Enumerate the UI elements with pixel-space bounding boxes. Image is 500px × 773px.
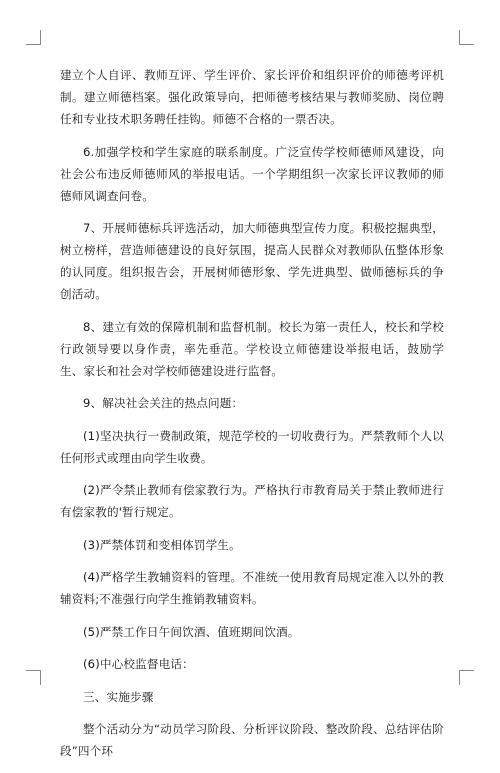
- section-heading: 三、实施步骤: [83, 689, 154, 704]
- crop-mark-bottom-right: [459, 670, 474, 685]
- paragraph-9: (4)严格学生教辅资料的管理。不准统一使用教育局规定准入以外的教辅资料;不准强行向学生推销教辅资料。: [60, 570, 444, 606]
- paragraph-6: (1)坚决执行一费制政策，规范学校的一切收费行为。严禁教师个人以任何形式或理由向学生收费。: [60, 428, 444, 465]
- paragraph-11: (6)中心校监督电话：: [83, 657, 194, 671]
- crop-mark-bottom-left: [26, 670, 41, 685]
- paragraph-4: 8、建立有效的保障机制和监督机制。校长为第一责任人，校长和学校行政领导要以身作责，率先垂范。学校设立师德建设举报电话，鼓励学生、家长和社会对学校师德建设进行监督。: [60, 319, 444, 378]
- paragraph-3: 7、开展师德标兵评选活动，加大师德典型宣传力度。积极挖掘典型，树立榜样，营造师德建设的良好氛围，提高人民群众对教师队伍整体形象的认同度。组织报告会，开展树师德形象、学先进典型、做师德标兵的争创活动。: [60, 221, 444, 301]
- paragraph-1: 建立个人自评、教师互评、学生评价、家长评价和组织评价的师德考评机制。建立师德档案。强化政策导向，把师德考核结果与教师奖励、岗位聘任和专业技术职务聘任挂钩。师德不合格的一票否决。: [60, 68, 444, 126]
- paragraph-7: (2)严令禁止教师有偿家教行为。严格执行市教育局关于禁止教师进行有偿家教的'暂行规定。: [60, 483, 444, 519]
- paragraph-5: 9、解决社会关注的热点问题：: [83, 396, 244, 410]
- crop-mark-top-left: [26, 30, 41, 45]
- paragraph-10: (5)严禁工作日午间饮酒、值班期间饮酒。: [83, 624, 300, 639]
- paragraph-8: (3)严禁体罚和变相体罚学生。: [83, 537, 241, 552]
- document-body: [60, 64, 444, 773]
- crop-mark-top-right: [459, 30, 474, 45]
- paragraph-13: 整个活动分为“动员学习阶段、分析评议阶段、整改阶段、总结评估阶段”四个环: [60, 722, 444, 758]
- paragraph-2: 6.加强学校和学生家庭的联系制度。广泛宣传学校师德师风建设，向社会公布违反师德师风的举报电话。一个学期组织一次家长评议教师的师德师风调查问卷。: [60, 144, 444, 203]
